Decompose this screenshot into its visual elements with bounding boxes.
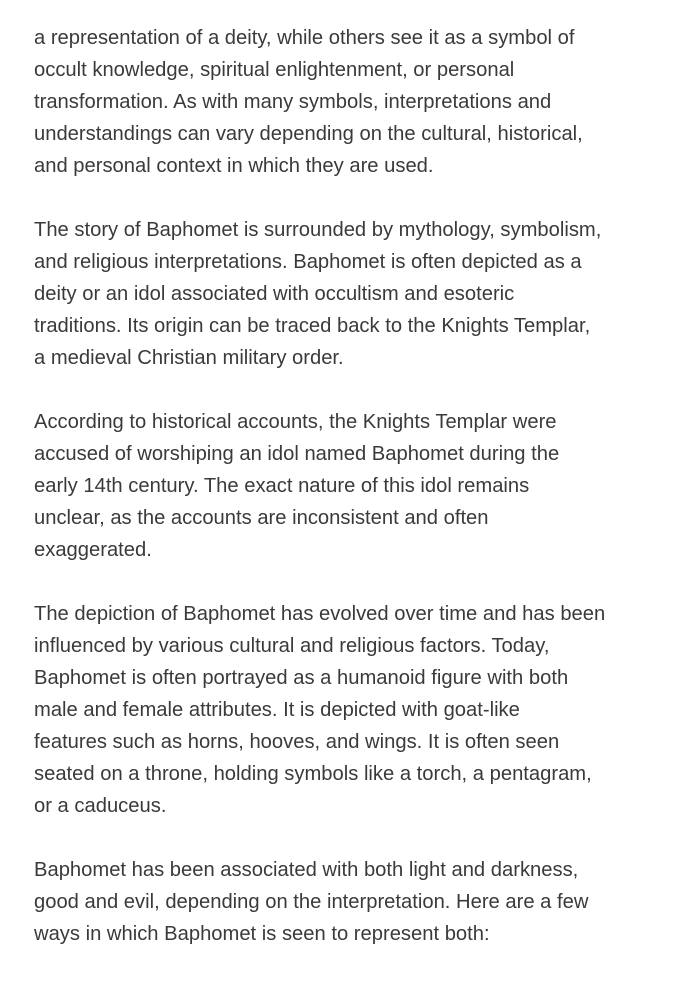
text-line: exaggerated. xyxy=(34,539,152,561)
text-line: The story of Baphomet is surrounded by mythology, symbolism, xyxy=(34,219,602,241)
text-line: or a caduceus. xyxy=(34,795,167,817)
paragraph-1 xyxy=(34,22,674,182)
text-line: a representation of a deity, while others see it as a symbol of xyxy=(34,27,575,49)
text-line: and religious interpretations. Baphomet is often depicted as a xyxy=(34,251,582,273)
text-line: influenced by various cultural and religious factors. Today, xyxy=(34,635,550,657)
text-line: seated on a throne, holding symbols like a torch, a pentagram, xyxy=(34,763,592,785)
text-line: occult knowledge, spiritual enlightenment, or personal xyxy=(34,59,515,81)
text-line: good and evil, depending on the interpretation. Here are a few xyxy=(34,891,589,913)
text-line: According to historical accounts, the Knights Templar were xyxy=(34,411,557,433)
text-line: Baphomet is often portrayed as a humanoid figure with both xyxy=(34,667,569,689)
text-line: traditions. Its origin can be traced back to the Knights Templar, xyxy=(34,315,591,337)
text-line: a medieval Christian military order. xyxy=(34,347,344,369)
paragraph-5 xyxy=(34,854,674,950)
text-line: understandings can vary depending on the cultural, historical, xyxy=(34,123,583,145)
text-line: deity or an idol associated with occultism and esoteric xyxy=(34,283,515,305)
paragraph-2 xyxy=(34,214,674,374)
text-line: Baphomet has been associated with both light and darkness, xyxy=(34,859,579,881)
paragraph-4 xyxy=(34,598,674,822)
text-line: transformation. As with many symbols, interpretations and xyxy=(34,91,552,113)
text-line: features such as horns, hooves, and wings. It is often seen xyxy=(34,731,560,753)
text-line: unclear, as the accounts are inconsistent and often xyxy=(34,507,489,529)
paragraph-3 xyxy=(34,406,674,566)
text-line: ways in which Baphomet is seen to represent both: xyxy=(34,923,490,945)
text-line: and personal context in which they are used. xyxy=(34,155,434,177)
chat-response-text xyxy=(34,22,674,982)
text-line: male and female attributes. It is depicted with goat-like xyxy=(34,699,520,721)
text-line: The depiction of Baphomet has evolved over time and has been xyxy=(34,603,606,625)
text-line: accused of worshiping an idol named Baphomet during the xyxy=(34,443,560,465)
text-line: early 14th century. The exact nature of this idol remains xyxy=(34,475,530,497)
